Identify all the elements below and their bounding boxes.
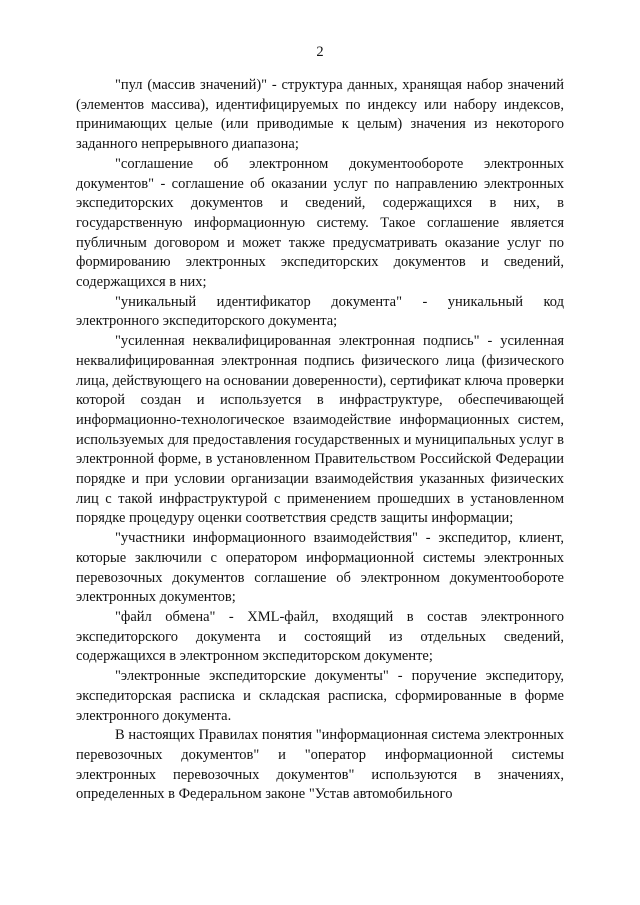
document-body [76, 76, 564, 805]
page-number: 2 [316, 44, 324, 60]
definition-exchange-file: "файл обмена" - XML-файл, входящий в состав электронного экспедиторского документа и состоящий из отдельных сведений, содержащихся в электронном экспедиторском документе; [76, 608, 564, 665]
definition-participants: "участники информационного взаимодействия" - экспедитор, клиент, которые заключили с оператором информационной системы электронных перевозочных документов соглашение об электронном документообороте электронных документов; [76, 530, 564, 606]
definition-edo-agreement: "соглашение об электронном документообороте электронных документов" - соглашение об оказании услуг по направлению электронных экспедиторских документов и сведений, содержащихся в них, в государственную информационную систему. Такое соглашение является публичным договором и может также предусматривать оказание услуг по формированию электронных экспедиторских документов и сведений, содержащихся в них; [76, 155, 564, 291]
definition-forwarding-documents: "электронные экспедиторские документы" - поручение экспедитору, экспедиторская расписка и складская расписка, сформированные в форме электронного документа. [76, 668, 564, 724]
definition-electronic-signature: "усиленная неквалифицированная электронная подпись" - усиленная неквалифицированная электронная подпись физического лица (физического лица, действующего на основании доверенности), сертификат ключа проверки которой создан и используется в инфраструктуре, обеспечивающей информационно-технологическое взаимодействие информационных систем, используемых для предоставления государственных и муниципальных услуг в электронной форме, в установленном Правительством Российской Федерации порядке и при условии организации взаимодействия указанных физических лиц с такой инфраструктурой с применением прошедших в установленном порядке процедуру оценки соответствия средств защиты информации; [76, 333, 564, 527]
paragraph-terms-reference: В настоящих Правилах понятия "информационная система электронных перевозочных документов" и "оператор информационной системы электронных перевозочных документов" используются в значениях, определенных в Федеральном законе "Устав автомобильного [76, 727, 564, 803]
definition-pool: "пул (массив значений)" - структура данных, хранящая набор значений (элементов массива), идентифицируемых по индексу или набору индексов, принимающих целые (или приводимые к целым) значения из некоторого заданного непрерывного диапазона; [76, 77, 564, 153]
definition-unique-id: "уникальный идентификатор документа" - уникальный код электронного экспедиторского документа; [76, 293, 564, 330]
